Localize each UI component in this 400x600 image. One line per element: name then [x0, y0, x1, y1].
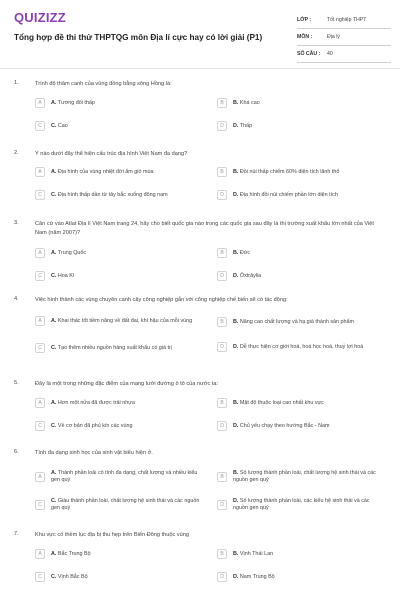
option-box[interactable]: A [35, 472, 45, 482]
option-c[interactable] [35, 343, 203, 353]
option-box[interactable]: B [217, 167, 227, 177]
option-box[interactable]: C [35, 271, 45, 281]
option-text: B. Đồi núi thấp chiếm 60% diện tích lãnh thổ [233, 168, 340, 175]
option-box[interactable]: C [35, 121, 45, 131]
question-6 [14, 449, 386, 519]
option-c[interactable] [35, 190, 203, 200]
meta-row-question-count [297, 46, 391, 63]
option-text: A. Trung Quốc [51, 249, 87, 256]
question-number: 3. [14, 220, 19, 226]
option-box[interactable]: D [217, 190, 227, 200]
option-text: D. Nam Trung Bộ [233, 573, 275, 580]
option-text: B. Đức [233, 249, 251, 256]
option-d[interactable] [217, 271, 385, 281]
option-text: A. Thành phần loài có tính đa dạng, chất lượng và nhiều kiểu gen quý [51, 470, 198, 483]
question-text: Việc hình thành các vùng chuyên canh cây công nghiệp gắn với công nghiệp chế biến sẽ có tác động: [35, 297, 288, 303]
option-c[interactable] [35, 572, 203, 582]
question-number: 4. [14, 296, 19, 302]
option-b[interactable] [217, 98, 385, 108]
meta-label: LỚP : [297, 17, 312, 23]
option-text: A. Hơn một nửa đã được trải nhựa [51, 399, 135, 406]
option-a[interactable] [35, 248, 203, 258]
option-text: D. Chủ yếu chạy theo hướng Bắc - Nam [233, 422, 330, 429]
option-box[interactable]: A [35, 398, 45, 408]
question-number: 7. [14, 531, 19, 537]
option-text: D. Thấp [233, 122, 253, 129]
option-a[interactable] [35, 98, 203, 108]
meta-label: MÔN : [297, 34, 313, 40]
option-box[interactable]: D [217, 121, 227, 131]
option-box[interactable]: B [217, 549, 227, 559]
meta-info-table [297, 12, 391, 63]
option-c[interactable] [35, 271, 203, 281]
question-7 [14, 531, 386, 591]
option-text: D. Số lượng thành phần loài, các kiểu hệ sinh thái và các nguồn gen quý [233, 498, 370, 511]
option-box[interactable]: D [217, 572, 227, 582]
question-text: Tính đa dạng sinh học của sinh vật biểu hiện ở. [35, 450, 153, 456]
logo-text: QUIZIZZ [14, 9, 66, 25]
option-box[interactable]: C [35, 190, 45, 200]
option-box[interactable]: D [217, 421, 227, 431]
option-text: D. Dễ thực hiện cơ giới hoá, hoá học hoá, thuỷ lợi hoá [233, 343, 364, 350]
option-b[interactable] [217, 317, 385, 327]
option-a[interactable] [35, 549, 203, 559]
option-box[interactable]: A [35, 549, 45, 559]
question-1 [14, 80, 386, 130]
option-box[interactable]: D [217, 500, 227, 510]
meta-row-class [297, 12, 391, 29]
option-box[interactable]: A [35, 316, 45, 326]
option-text: A. Khai thác tốt tiềm năng về đất đai, khí hậu của mỗi vùng [51, 317, 193, 324]
question-text: Trình độ thâm canh của vùng đồng bằng sông Hồng là: [35, 81, 172, 87]
option-text: B. Số lượng thành phần loài, chất lượng hệ sinh thái và các nguồn gen quý [233, 470, 376, 483]
option-text: C. Vịnh Bắc Bộ [51, 573, 88, 580]
option-text: B. Nâng cao chất lượng và hạ giá thành sản phẩm [233, 318, 355, 325]
option-b[interactable] [217, 248, 385, 258]
question-text: Khu vực có thềm lục địa bị thu hẹp trên Biển Đông thuộc vùng [35, 532, 189, 538]
option-box[interactable]: C [35, 343, 45, 353]
option-text: B. Vịnh Thái Lan [233, 550, 274, 557]
question-number: 1. [14, 80, 19, 86]
option-box[interactable]: A [35, 248, 45, 258]
meta-value: Tốt nghiệp THPT [327, 17, 367, 23]
option-box[interactable]: A [35, 167, 45, 177]
option-box[interactable]: C [35, 500, 45, 510]
option-box[interactable]: B [217, 98, 227, 108]
option-a[interactable] [35, 316, 203, 326]
option-box[interactable]: B [217, 472, 227, 482]
option-text: A. Địa hình của vùng nhiệt đới ẩm gió mùa [51, 168, 154, 175]
option-box[interactable]: A [35, 98, 45, 108]
option-a[interactable] [35, 470, 203, 484]
option-text: C. Địa hình thấp dần từ tây bắc xuống đông nam [51, 191, 168, 198]
option-box[interactable]: C [35, 421, 45, 431]
header-divider [0, 68, 400, 69]
meta-label: SỐ CÂU : [297, 51, 321, 57]
option-b[interactable] [217, 549, 385, 559]
option-text: C. Về cơ bản đã phủ kín các vùng [51, 422, 133, 429]
option-box[interactable]: D [217, 271, 227, 281]
option-text: D. Ôxtrâylia [233, 272, 262, 279]
question-text: Đây là một trong những đặc điểm của mạng lưới đường ô tô của nước ta: [35, 381, 219, 387]
option-text: C. Cao [51, 122, 68, 129]
question-4 [14, 296, 386, 366]
option-b[interactable] [217, 398, 385, 408]
option-c[interactable] [35, 421, 203, 431]
option-box[interactable]: C [35, 572, 45, 582]
option-text: C. Giàu thành phần loài, chất lượng hệ sinh thái và các nguồn gen quý [51, 498, 200, 511]
option-d[interactable] [217, 342, 385, 352]
question-5 [14, 380, 386, 430]
question-number: 5. [14, 380, 19, 386]
option-box[interactable]: B [217, 248, 227, 258]
question-number: 6. [14, 449, 19, 455]
document-title: Tổng hợp đề thi thử THPTQG môn Địa lí cực hay có lời giải (P1) [14, 33, 263, 42]
question-text: Căn cứ vào Atlat Địa lí Việt Nam trang 24, hãy cho biết quốc gia nào trong các quốc gia sau đây là thị trường xuất khẩu lớn nhất của Việt Nam (năm 2007)? [35, 221, 374, 236]
option-d[interactable] [217, 498, 385, 512]
option-b[interactable] [217, 167, 385, 177]
option-text: A. Tương đối thấp [51, 99, 95, 106]
option-a[interactable] [35, 167, 203, 177]
option-d[interactable] [217, 190, 385, 200]
question-text: Ý nào dưới đây thể hiện cấu trúc địa hình Việt Nam đa dạng? [35, 151, 188, 157]
option-text: B. Mật độ thuộc loại cao nhất khu vực [233, 399, 324, 406]
page-header [0, 0, 400, 70]
quizizz-logo [14, 10, 66, 24]
option-text: A. Bắc Trung Bộ [51, 550, 91, 557]
option-a[interactable] [35, 398, 203, 408]
option-box[interactable]: D [217, 342, 227, 352]
meta-value: Địa lý [327, 34, 340, 40]
option-text: C. Tạo thêm nhiều nguồn hàng xuất khẩu có giá trị [51, 344, 172, 351]
option-box[interactable]: B [217, 317, 227, 327]
option-c[interactable] [35, 498, 203, 512]
option-b[interactable] [217, 470, 385, 484]
option-c[interactable] [35, 121, 203, 131]
meta-row-subject [297, 29, 391, 46]
option-text: C. Hoa Kì [51, 272, 75, 279]
option-d[interactable] [217, 121, 385, 131]
option-d[interactable] [217, 421, 385, 431]
question-3 [14, 220, 386, 280]
question-2 [14, 150, 386, 200]
meta-value: 40 [327, 51, 333, 57]
option-d[interactable] [217, 572, 385, 582]
option-text: D. Địa hình đồi núi chiếm phần lớn diện tích [233, 191, 338, 198]
question-number: 2. [14, 150, 19, 156]
option-text: B. Khá cao [233, 99, 260, 106]
option-box[interactable]: B [217, 398, 227, 408]
